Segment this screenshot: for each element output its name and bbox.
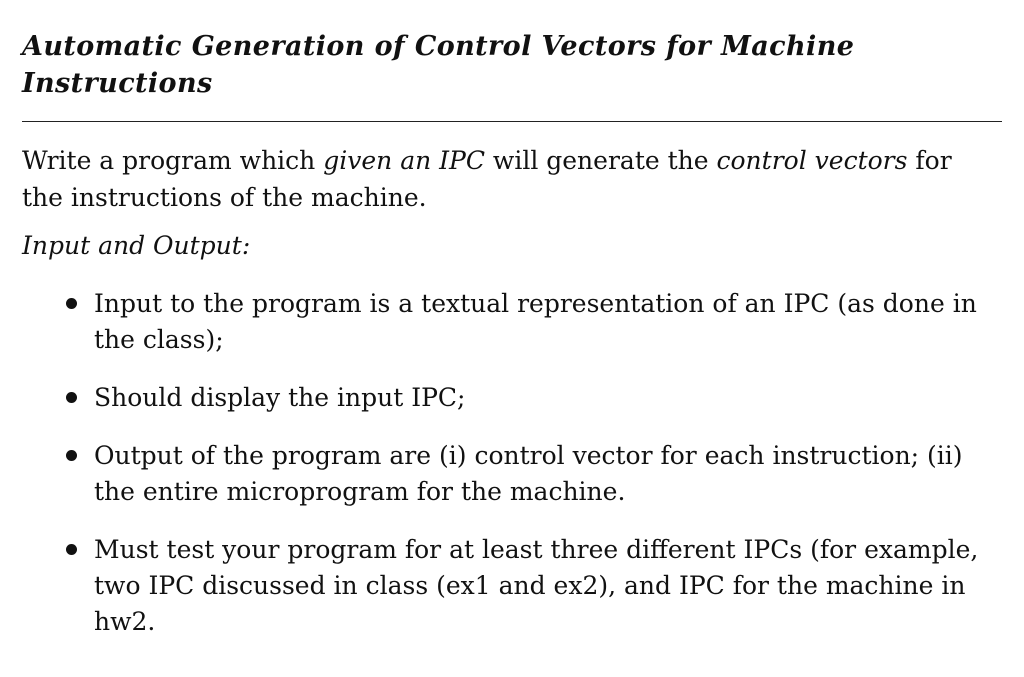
list-item-text: Must test your program for at least three different IPCs (for example, two IPC discussed in class (ex1 and ex2), and IPC for the machine in hw2. <box>94 535 979 636</box>
bullet-icon <box>66 544 77 555</box>
list-item <box>22 286 1000 358</box>
list-item <box>22 438 1000 510</box>
list-item <box>22 380 1000 416</box>
intro-emphasis-ipc: given an IPC <box>323 146 485 175</box>
intro-paragraph <box>22 142 1000 216</box>
input-output-heading: Input and Output: <box>22 231 251 260</box>
intro-text-1: Write a program which <box>22 146 324 175</box>
intro-emphasis-control-vectors: control vectors <box>716 146 908 175</box>
intro-text-2: will generate the <box>484 146 717 175</box>
bullet-icon <box>66 450 77 461</box>
bullet-icon <box>66 392 77 403</box>
list-item-text: Output of the program are (i) control vector for each instruction; (ii) the entire microprogram for the machine. <box>94 441 963 506</box>
list-item <box>22 532 1000 640</box>
assignment-page <box>22 28 1000 662</box>
bullet-icon <box>66 298 77 309</box>
title-divider <box>22 121 1002 122</box>
section-title: Automatic Generation of Control Vectors for Machine Instructions <box>22 31 855 99</box>
list-item-text: Should display the input IPC; <box>94 383 466 412</box>
list-item-text: Input to the program is a textual representation of an IPC (as done in the class); <box>94 289 977 354</box>
intro-text-3: for the instructions of the machine. <box>22 146 952 212</box>
requirements-list <box>22 286 1000 640</box>
